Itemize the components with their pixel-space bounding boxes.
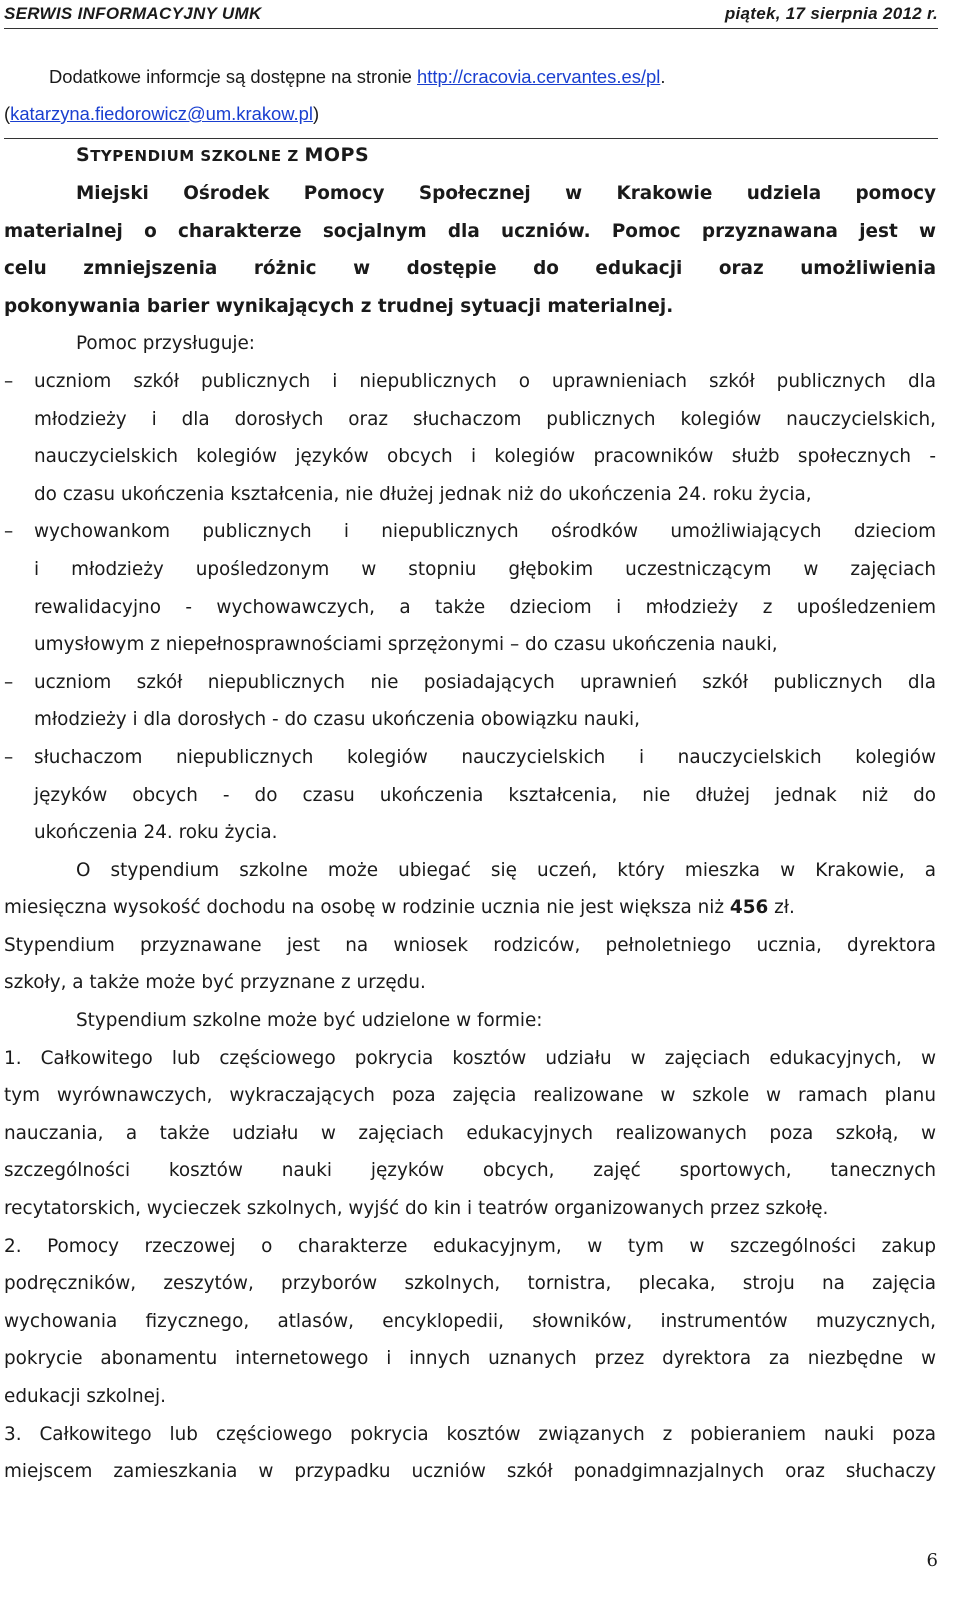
dash-bullet: – [4,671,14,693]
heading-mops: MOPS [304,144,370,166]
income-text: miesięczna wysokość dochodu na osobę w rodzinie ucznia nie jest większa niż [4,897,730,919]
dash-bullet: – [4,746,14,768]
lead-line: Miejski Ośrodek Pomocy Społecznej w Krakowie udziela pomocy [76,183,936,204]
open-paren: ( [4,103,11,124]
intro-line [4,58,665,96]
income-threshold: 456 [729,897,769,919]
item-line: słuchaczom niepublicznych kolegiów nauczycielskich i nauczycielskich kolegiów [34,746,936,768]
forms-intro: Stypendium szkolne może być udzielone w formie: [76,1010,543,1032]
lead-line: pokonywania barier wynikających z trudnej sytuacji materialnej. [4,295,674,317]
cervantes-link[interactable]: http://cracovia.cervantes.es/pl [417,66,661,87]
form-line: 2. Pomocy rzeczowej o charakterze edukacyjnym, w tym w szczególności zakup [4,1235,936,1257]
heading-small-caps: TYPENDIUM SZKOLNE Z [90,147,305,165]
income-line: O stypendium szkolne może ubiegać się uczeń, który mieszka w Krakowie, a [76,859,936,881]
header-publication-title: SERWIS INFORMACYJNY UMK [4,4,262,23]
form-line: edukacji szkolnej. [4,1386,166,1407]
item-line: młodzieży i dla dorosłych - do czasu ukończenia obowiązku nauki, [34,709,640,731]
heading-initial: S [76,144,91,166]
item-line: do czasu ukończenia kształcenia, nie dłużej jednak niż do ukończenia 24. roku życia, [34,483,812,505]
form-line: recytatorskich, wycieczek szkolnych, wyjść do kin i teatrów organizowanych przez szkołę. [4,1198,829,1220]
form-line: tym wyrównawczych, wykraczających poza zajęcia realizowane w szkole w ramach planu [4,1085,936,1107]
form-line: podręczników, zeszytów, przyborów szkolnych, tornistra, plecaka, stroju na zajęcia [4,1273,936,1295]
form-line: wychowania fizycznego, atlasów, encyklopedii, słowników, instrumentów muzycznych, [4,1310,936,1332]
item-line: umysłowym z niepełnosprawnościami sprzężonymi – do czasu ukończenia nauki, [34,634,778,656]
form-line: miejscem zamieszkania w przypadku uczniów szkół ponadgimnazjalnych oraz słuchaczy [4,1461,936,1483]
item-line: rewalidacyjno - wychowawczych, a także dzieciom i młodzieży z upośledzeniem [34,596,936,618]
item-line: uczniom szkół publicznych i niepublicznych o uprawnieniach szkół publicznych dla [34,370,936,392]
item-line: nauczycielskich kolegiów języków obcych i kolegiów pracowników służb społecznych - [34,446,936,468]
item-line: i młodzieży upośledzonym w stopniu głębokim uczestniczącym w zajęciach [34,558,936,580]
form-line: nauczania, a także udziału w zajęciach edukacyjnych realizowanych poza szkołą, w [4,1122,936,1144]
lead-line: celu zmniejszenia różnic w dostępie do edukacji oraz umożliwienia [4,258,936,280]
dash-bullet: – [4,521,14,543]
item-line: uczniom szkół niepublicznych nie posiadających uprawnień szkół publicznych dla [34,671,936,693]
section-heading [4,137,369,176]
intro-period: . [660,66,666,87]
application-line: Stypendium przyznawane jest na wniosek rodziców, pełnoletniego ucznia, dyrektora [4,934,936,956]
eligible-intro: Pomoc przysługuje: [76,333,255,355]
form-line: 3. Całkowitego lub częściowego pokrycia kosztów związanych z pobieraniem nauki poza [4,1423,936,1445]
page-number: 6 [926,1550,938,1571]
eligibility-item [4,664,936,739]
form-line: szczególności kosztów nauki języków obcych, zajęć sportowych, tanecznych [4,1160,936,1182]
form-line: pokrycie abonamentu internetowego i innych uznanych przez dyrektora za niezbędne w [4,1348,936,1370]
close-paren: ) [312,103,320,124]
item-line: języków obcych - do czasu ukończenia kształcenia, nie dłużej jednak niż do [34,784,936,806]
item-line: ukończenia 24. roku życia. [34,822,278,844]
eligibility-item [4,363,936,513]
body-flow [4,175,936,1491]
application-line: szkoły, a także może być przyznane z urzędu. [4,972,426,994]
email-link[interactable]: katarzyna.fiedorowicz@um.krakow.pl [10,103,313,124]
intro-text: Dodatkowe informcje są dostępne na stronie [49,66,418,87]
eligibility-item [4,513,936,663]
page-header [4,0,938,29]
form-line: 1. Całkowitego lub częściowego pokrycia kosztów udziału w zajęciach edukacyjnych, w [4,1047,936,1069]
lead-line: materialnej o charakterze socjalnym dla uczniów. Pomoc przyznawana jest w [4,220,936,242]
dash-bullet: – [4,370,14,392]
item-line: młodzieży i dla dorosłych oraz słuchaczom publicznych kolegiów nauczycielskich, [34,408,936,430]
income-currency: zł. [768,897,795,919]
email-line [4,95,319,133]
eligibility-item [4,739,936,852]
item-line: wychowankom publicznych i niepublicznych ośrodków umożliwiających dzieciom [34,521,936,543]
income-line-2 [4,889,936,927]
header-date: piątek, 17 sierpnia 2012 r. [724,4,938,23]
